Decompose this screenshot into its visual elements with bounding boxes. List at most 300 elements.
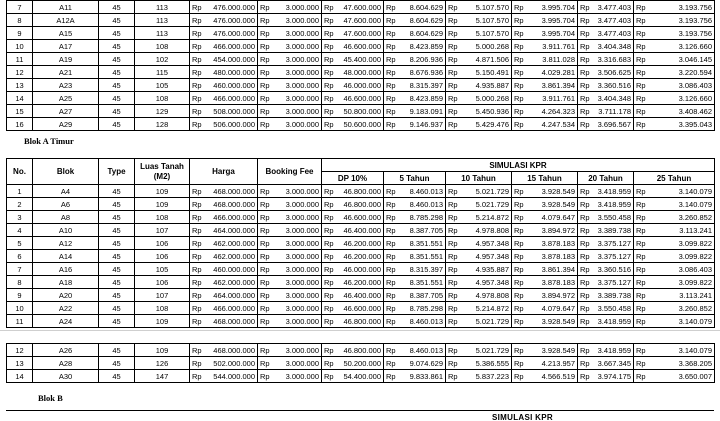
amount-value: 3.086.403 (678, 80, 712, 90)
amount-value: 50.800.000 (343, 106, 381, 116)
amount-value: 45.400.000 (343, 54, 381, 64)
cell-blok: A6 (33, 198, 99, 211)
amount-value: 46.400.000 (343, 225, 381, 235)
amount-value: 8.206.936 (409, 54, 443, 64)
currency-label: Rp (260, 345, 270, 355)
cell-blok: A23 (33, 79, 99, 92)
currency-label: Rp (448, 290, 458, 300)
cell-no: 3 (7, 211, 33, 224)
amount-value: 46.400.000 (343, 290, 381, 300)
amount-value: 3.086.403 (678, 264, 712, 274)
currency-label: Rp (514, 41, 524, 51)
amount-value: 466.000.000 (213, 303, 255, 313)
cell-no: 9 (7, 27, 33, 40)
cell-type: 45 (99, 118, 135, 131)
table-row (7, 27, 715, 40)
cell-no: 6 (7, 250, 33, 263)
currency-label: Rp (260, 2, 270, 12)
amount-value: 3.506.625 (597, 67, 631, 77)
amount-value: 3.368.205 (678, 358, 712, 368)
currency-label: Rp (260, 277, 270, 287)
amount-value: 3.995.704 (541, 15, 575, 25)
cell-kpr-20 (578, 315, 634, 328)
amount-value: 506.000.000 (213, 119, 255, 129)
amount-value: 3.193.756 (678, 2, 712, 12)
header-luas-label: Luas Tanah (140, 161, 184, 171)
blok-a-timur-table (6, 158, 715, 328)
cell-kpr-5 (384, 53, 446, 66)
cell-booking-fee (258, 237, 322, 250)
amount-value: 3.000.000 (285, 303, 319, 313)
table-row (7, 357, 715, 370)
cell-kpr-20 (578, 92, 634, 105)
amount-value: 8.676.936 (409, 67, 443, 77)
currency-label: Rp (514, 54, 524, 64)
currency-label: Rp (324, 28, 334, 38)
currency-label: Rp (514, 371, 524, 381)
currency-label: Rp (580, 277, 590, 287)
amount-value: 462.000.000 (213, 238, 255, 248)
amount-value: 46.600.000 (343, 303, 381, 313)
cell-no: 7 (7, 263, 33, 276)
cell-type: 45 (99, 198, 135, 211)
currency-label: Rp (580, 41, 590, 51)
amount-value: 46.800.000 (343, 345, 381, 355)
cell-luas-tanah: 129 (135, 105, 190, 118)
amount-value: 5.000.268 (475, 41, 509, 51)
currency-label: Rp (386, 119, 396, 129)
amount-value: 3.000.000 (285, 15, 319, 25)
cell-no: 13 (7, 79, 33, 92)
cell-kpr-15 (512, 185, 578, 198)
amount-value: 48.000.000 (343, 67, 381, 77)
amount-value: 9.833.861 (409, 371, 443, 381)
cell-blok: A4 (33, 185, 99, 198)
currency-label: Rp (386, 303, 396, 313)
currency-label: Rp (386, 199, 396, 209)
cell-kpr-10 (446, 185, 512, 198)
cell-kpr-25 (634, 27, 715, 40)
cell-kpr-15 (512, 66, 578, 79)
cell-dp (322, 27, 384, 40)
amount-value: 5.107.570 (475, 28, 509, 38)
currency-label: Rp (514, 67, 524, 77)
cell-type: 45 (99, 370, 135, 383)
cell-kpr-25 (634, 289, 715, 302)
amount-value: 3.000.000 (285, 238, 319, 248)
cell-harga (190, 92, 258, 105)
currency-label: Rp (636, 80, 646, 90)
currency-label: Rp (324, 238, 334, 248)
cell-kpr-5 (384, 27, 446, 40)
currency-label: Rp (260, 119, 270, 129)
amount-value: 3.418.959 (597, 199, 631, 209)
currency-label: Rp (386, 290, 396, 300)
cell-type: 45 (99, 92, 135, 105)
currency-label: Rp (514, 358, 524, 368)
cell-booking-fee (258, 105, 322, 118)
amount-value: 3.099.822 (678, 238, 712, 248)
amount-value: 3.140.079 (678, 199, 712, 209)
amount-value: 3.928.549 (541, 345, 575, 355)
cell-booking-fee (258, 211, 322, 224)
amount-value: 46.800.000 (343, 199, 381, 209)
currency-label: Rp (260, 212, 270, 222)
currency-label: Rp (192, 290, 202, 300)
amount-value: 3.000.000 (285, 80, 319, 90)
currency-label: Rp (192, 264, 202, 274)
cell-kpr-10 (446, 40, 512, 53)
cell-luas-tanah: 108 (135, 211, 190, 224)
amount-value: 3.000.000 (285, 93, 319, 103)
currency-label: Rp (192, 54, 202, 64)
amount-value: 3.193.756 (678, 15, 712, 25)
amount-value: 50.600.000 (343, 119, 381, 129)
cell-booking-fee (258, 40, 322, 53)
cell-kpr-15 (512, 198, 578, 211)
cell-booking-fee (258, 1, 322, 14)
currency-label: Rp (636, 345, 646, 355)
currency-label: Rp (514, 251, 524, 261)
table-row (7, 289, 715, 302)
currency-label: Rp (448, 358, 458, 368)
cell-harga (190, 370, 258, 383)
cell-kpr-25 (634, 14, 715, 27)
amount-value: 468.000.000 (213, 316, 255, 326)
amount-value: 46.200.000 (343, 277, 381, 287)
cell-type: 45 (99, 1, 135, 14)
cell-no: 11 (7, 53, 33, 66)
currency-label: Rp (324, 277, 334, 287)
cell-no: 14 (7, 370, 33, 383)
currency-label: Rp (580, 54, 590, 64)
amount-value: 5.021.729 (475, 199, 509, 209)
amount-value: 8.387.705 (409, 225, 443, 235)
amount-value: 4.935.887 (475, 80, 509, 90)
amount-value: 3.140.079 (678, 316, 712, 326)
table-row (7, 224, 715, 237)
currency-label: Rp (260, 186, 270, 196)
currency-label: Rp (192, 316, 202, 326)
cell-kpr-15 (512, 27, 578, 40)
currency-label: Rp (636, 15, 646, 25)
amount-value: 3.667.345 (597, 358, 631, 368)
currency-label: Rp (386, 80, 396, 90)
table-row (7, 79, 715, 92)
amount-value: 8.315.397 (409, 264, 443, 274)
cell-kpr-20 (578, 27, 634, 40)
table-row (7, 237, 715, 250)
cell-kpr-5 (384, 237, 446, 250)
cell-booking-fee (258, 79, 322, 92)
cell-kpr-15 (512, 1, 578, 14)
currency-label: Rp (514, 225, 524, 235)
cell-kpr-25 (634, 1, 715, 14)
currency-label: Rp (580, 67, 590, 77)
cell-kpr-5 (384, 224, 446, 237)
cell-dp (322, 1, 384, 14)
amount-value: 3.477.403 (597, 15, 631, 25)
amount-value: 5.021.729 (475, 345, 509, 355)
cell-harga (190, 40, 258, 53)
cell-no: 11 (7, 315, 33, 328)
amount-value: 3.193.756 (678, 28, 712, 38)
currency-label: Rp (324, 290, 334, 300)
amount-value: 3.113.241 (679, 225, 712, 235)
currency-label: Rp (580, 345, 590, 355)
cell-kpr-10 (446, 66, 512, 79)
currency-label: Rp (636, 303, 646, 313)
cell-kpr-10 (446, 1, 512, 14)
amount-value: 3.878.183 (541, 277, 575, 287)
currency-label: Rp (448, 316, 458, 326)
cell-kpr-25 (634, 53, 715, 66)
currency-label: Rp (580, 80, 590, 90)
cell-booking-fee (258, 66, 322, 79)
cell-kpr-5 (384, 14, 446, 27)
cell-kpr-20 (578, 211, 634, 224)
currency-label: Rp (514, 345, 524, 355)
currency-label: Rp (192, 186, 202, 196)
cell-kpr-5 (384, 276, 446, 289)
amount-value: 5.021.729 (475, 316, 509, 326)
cell-kpr-20 (578, 105, 634, 118)
amount-value: 464.000.000 (213, 290, 255, 300)
amount-value: 3.000.000 (285, 28, 319, 38)
amount-value: 3.375.127 (597, 277, 631, 287)
cell-dp (322, 357, 384, 370)
cell-harga (190, 198, 258, 211)
currency-label: Rp (636, 41, 646, 51)
currency-label: Rp (192, 41, 202, 51)
amount-value: 5.214.872 (475, 212, 509, 222)
amount-value: 3.911.761 (542, 41, 575, 51)
currency-label: Rp (448, 119, 458, 129)
cell-luas-tanah: 109 (135, 198, 190, 211)
amount-value: 3.000.000 (285, 186, 319, 196)
currency-label: Rp (448, 80, 458, 90)
currency-label: Rp (386, 316, 396, 326)
amount-value: 3.418.959 (597, 186, 631, 196)
cell-kpr-15 (512, 53, 578, 66)
cell-booking-fee (258, 198, 322, 211)
amount-value: 4.566.519 (541, 371, 575, 381)
currency-label: Rp (448, 303, 458, 313)
cell-booking-fee (258, 185, 322, 198)
cell-dp (322, 118, 384, 131)
cell-booking-fee (258, 315, 322, 328)
amount-value: 8.315.397 (409, 80, 443, 90)
amount-value: 8.351.551 (409, 251, 443, 261)
currency-label: Rp (514, 28, 524, 38)
currency-label: Rp (260, 290, 270, 300)
currency-label: Rp (580, 251, 590, 261)
cell-luas-tanah: 107 (135, 289, 190, 302)
amount-value: 3.000.000 (285, 264, 319, 274)
cell-blok: A19 (33, 53, 99, 66)
cell-kpr-20 (578, 53, 634, 66)
amount-value: 3.126.660 (678, 93, 712, 103)
amount-value: 46.600.000 (343, 41, 381, 51)
cell-booking-fee (258, 263, 322, 276)
cell-kpr-10 (446, 250, 512, 263)
cell-kpr-25 (634, 263, 715, 276)
amount-value: 8.351.551 (409, 277, 443, 287)
amount-value: 46.200.000 (343, 238, 381, 248)
currency-label: Rp (448, 238, 458, 248)
currency-label: Rp (580, 212, 590, 222)
amount-value: 3.477.403 (597, 28, 631, 38)
cell-kpr-10 (446, 198, 512, 211)
table-row (7, 92, 715, 105)
amount-value: 9.074.629 (409, 358, 443, 368)
cell-kpr-10 (446, 14, 512, 27)
currency-label: Rp (324, 251, 334, 261)
amount-value: 4.079.647 (541, 212, 575, 222)
cell-booking-fee (258, 53, 322, 66)
cell-luas-tanah: 113 (135, 1, 190, 14)
cell-kpr-10 (446, 105, 512, 118)
cell-type: 45 (99, 315, 135, 328)
cell-harga (190, 302, 258, 315)
cell-type: 45 (99, 53, 135, 66)
currency-label: Rp (448, 345, 458, 355)
cell-kpr-20 (578, 370, 634, 383)
currency-label: Rp (324, 67, 334, 77)
currency-label: Rp (448, 28, 458, 38)
amount-value: 47.600.000 (343, 15, 381, 25)
currency-label: Rp (192, 2, 202, 12)
currency-label: Rp (260, 303, 270, 313)
cell-booking-fee (258, 27, 322, 40)
cell-kpr-15 (512, 105, 578, 118)
amount-value: 5.000.268 (475, 93, 509, 103)
currency-label: Rp (514, 316, 524, 326)
cell-blok: A10 (33, 224, 99, 237)
cell-blok: A29 (33, 118, 99, 131)
cell-kpr-5 (384, 302, 446, 315)
blok-b-simulasi-header: SIMULASI KPR (492, 413, 553, 421)
cell-kpr-20 (578, 185, 634, 198)
cell-luas-tanah: 128 (135, 118, 190, 131)
currency-label: Rp (386, 345, 396, 355)
currency-label: Rp (580, 238, 590, 248)
page-break-line (0, 330, 720, 331)
amount-value: 3.000.000 (285, 41, 319, 51)
currency-label: Rp (324, 264, 334, 274)
table-row (7, 315, 715, 328)
currency-label: Rp (386, 225, 396, 235)
currency-label: Rp (448, 199, 458, 209)
currency-label: Rp (192, 225, 202, 235)
cell-kpr-25 (634, 66, 715, 79)
blok-a-timur-continued-rows (7, 344, 715, 383)
cell-kpr-20 (578, 66, 634, 79)
amount-value: 3.995.704 (541, 28, 575, 38)
amount-value: 3.000.000 (285, 199, 319, 209)
currency-label: Rp (260, 264, 270, 274)
amount-value: 8.460.013 (409, 316, 443, 326)
cell-kpr-20 (578, 79, 634, 92)
currency-label: Rp (324, 225, 334, 235)
currency-label: Rp (386, 15, 396, 25)
cell-kpr-25 (634, 185, 715, 198)
amount-value: 5.107.570 (475, 2, 509, 12)
cell-luas-tanah: 115 (135, 66, 190, 79)
amount-value: 9.146.937 (409, 119, 443, 129)
amount-value: 468.000.000 (213, 345, 255, 355)
currency-label: Rp (580, 371, 590, 381)
cell-kpr-10 (446, 27, 512, 40)
currency-label: Rp (448, 15, 458, 25)
amount-value: 8.460.013 (409, 186, 443, 196)
currency-label: Rp (386, 41, 396, 51)
cell-no: 10 (7, 302, 33, 315)
currency-label: Rp (192, 67, 202, 77)
amount-value: 3.861.394 (541, 80, 575, 90)
currency-label: Rp (636, 67, 646, 77)
cell-kpr-15 (512, 224, 578, 237)
currency-label: Rp (448, 93, 458, 103)
cell-kpr-10 (446, 263, 512, 276)
table-row (7, 250, 715, 263)
currency-label: Rp (448, 2, 458, 12)
amount-value: 480.000.000 (213, 67, 255, 77)
currency-label: Rp (636, 28, 646, 38)
amount-value: 3.894.972 (541, 290, 575, 300)
cell-kpr-10 (446, 344, 512, 357)
amount-value: 47.600.000 (343, 2, 381, 12)
amount-value: 4.247.534 (541, 119, 575, 129)
amount-value: 4.957.348 (475, 238, 509, 248)
cell-dp (322, 105, 384, 118)
amount-value: 3.477.403 (597, 2, 631, 12)
cell-blok: A12A (33, 14, 99, 27)
cell-luas-tanah: 109 (135, 315, 190, 328)
cell-kpr-20 (578, 198, 634, 211)
cell-kpr-25 (634, 237, 715, 250)
amount-value: 5.837.223 (475, 371, 509, 381)
cell-kpr-25 (634, 250, 715, 263)
table-row (7, 40, 715, 53)
amount-value: 5.429.476 (475, 119, 509, 129)
amount-value: 3.000.000 (285, 225, 319, 235)
cell-luas-tanah: 108 (135, 92, 190, 105)
cell-type: 45 (99, 40, 135, 53)
amount-value: 8.604.629 (409, 28, 443, 38)
header-luas-unit: (M2) (153, 171, 171, 181)
cell-harga (190, 237, 258, 250)
cell-kpr-10 (446, 53, 512, 66)
currency-label: Rp (386, 106, 396, 116)
amount-value: 3.928.549 (541, 199, 575, 209)
header-simulasi-kpr: SIMULASI KPR (322, 159, 715, 172)
currency-label: Rp (260, 358, 270, 368)
amount-value: 3.878.183 (541, 251, 575, 261)
cell-kpr-10 (446, 357, 512, 370)
currency-label: Rp (386, 93, 396, 103)
cell-dp (322, 53, 384, 66)
currency-label: Rp (636, 199, 646, 209)
cell-type: 45 (99, 344, 135, 357)
amount-value: 3.260.852 (678, 212, 712, 222)
cell-kpr-10 (446, 370, 512, 383)
table-row (7, 276, 715, 289)
currency-label: Rp (580, 186, 590, 196)
amount-value: 464.000.000 (213, 225, 255, 235)
currency-label: Rp (580, 303, 590, 313)
currency-label: Rp (448, 212, 458, 222)
